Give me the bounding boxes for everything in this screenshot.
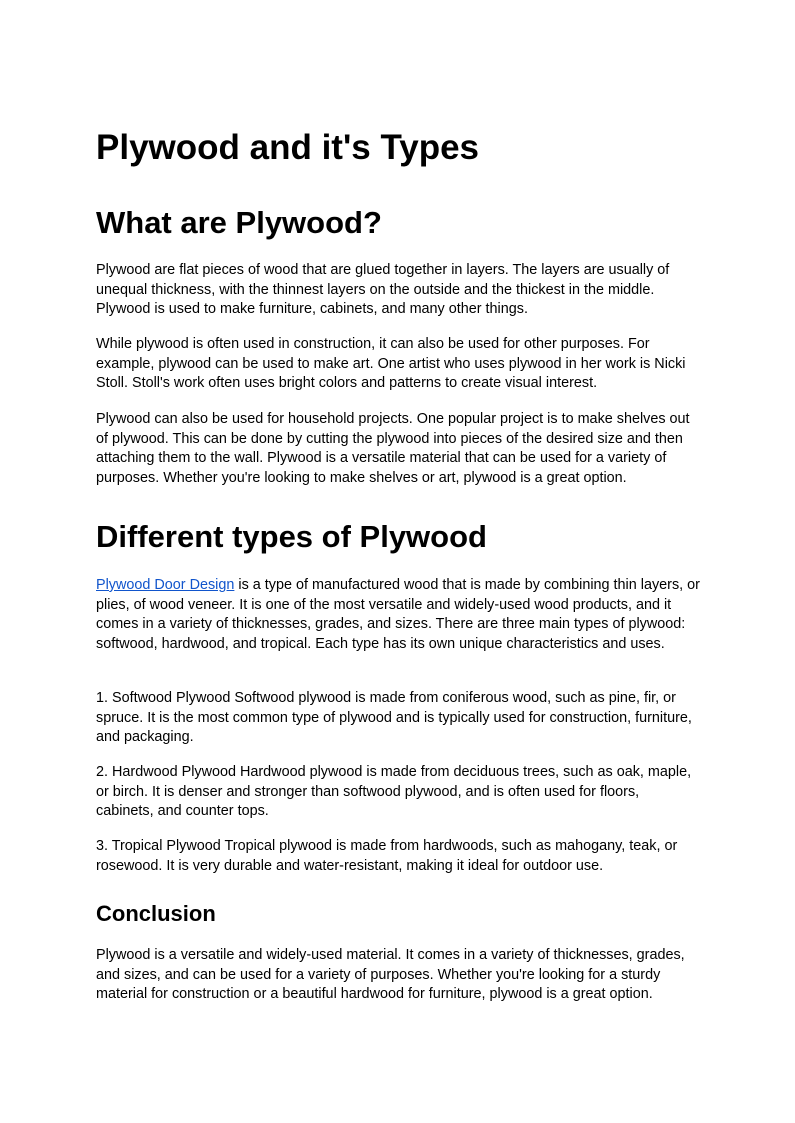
intro-text: is a type of manufactured wood that is made by combining thin layers, or plies, of wood veneer. It is one of the most versatile and widely-used wood products, and it comes in a variety of thicknesses, grades, and sizes. There are three main types of plywood: softwood, hardwood, and tropical. Each type has its own unique characteristics and uses.: [96, 577, 700, 652]
intro-paragraph: [96, 576, 700, 654]
list-item-tropical: 3. Tropical Plywood Tropical plywood is made from hardwoods, such as mahogany, teak, or rosewood. It is very durable and water-resistant, making it ideal for outdoor use.: [96, 838, 678, 874]
paragraph: Plywood are flat pieces of wood that are glued together in layers. The layers are usually of unequal thickness, with the thinnest layers on the outside and the thickest in the middle. Plywood is used to make furniture, cabinets, and many other things.: [96, 262, 670, 318]
paragraph: While plywood is often used in construction, it can also be used for other purposes. For example, plywood can be used to make art. One artist who uses plywood in her work is Nicki Stoll. Stoll's work often uses bright colors and patterns to create visual interest.: [96, 336, 686, 392]
plywood-door-design-link[interactable]: Plywood Door Design: [96, 577, 235, 593]
section-heading-conclusion: Conclusion: [96, 901, 216, 926]
paragraph: Plywood can also be used for household projects. One popular project is to make shelves out of plywood. This can be done by cutting the plywood into pieces of the desired size and then attaching them to the wall. Plywood is a versatile material that can be used for a variety of purposes. Whether you're looking to make shelves or art, plywood is a great option.: [96, 411, 690, 486]
document-title: Plywood and it's Types: [96, 128, 480, 167]
section-heading-different-types: Different types of Plywood: [96, 519, 487, 554]
list-item-hardwood: 2. Hardwood Plywood Hardwood plywood is made from deciduous trees, such as oak, maple, or birch. It is denser and stronger than softwood plywood, and is often used for floors, cabinets, and counter tops.: [96, 764, 692, 820]
conclusion-paragraph: Plywood is a versatile and widely-used material. It comes in a variety of thicknesses, grades, and sizes, and can be used for a variety of purposes. Whether you're looking for a sturdy material for construction or a beautiful hardwood for furniture, plywood is a great option.: [96, 947, 685, 1003]
section-heading-what-are-plywood: What are Plywood?: [96, 205, 382, 240]
list-item-softwood: 1. Softwood Plywood Softwood plywood is made from coniferous wood, such as pine, fir, or spruce. It is the most common type of plywood and is typically used for construction, furniture, and packaging.: [96, 690, 692, 746]
